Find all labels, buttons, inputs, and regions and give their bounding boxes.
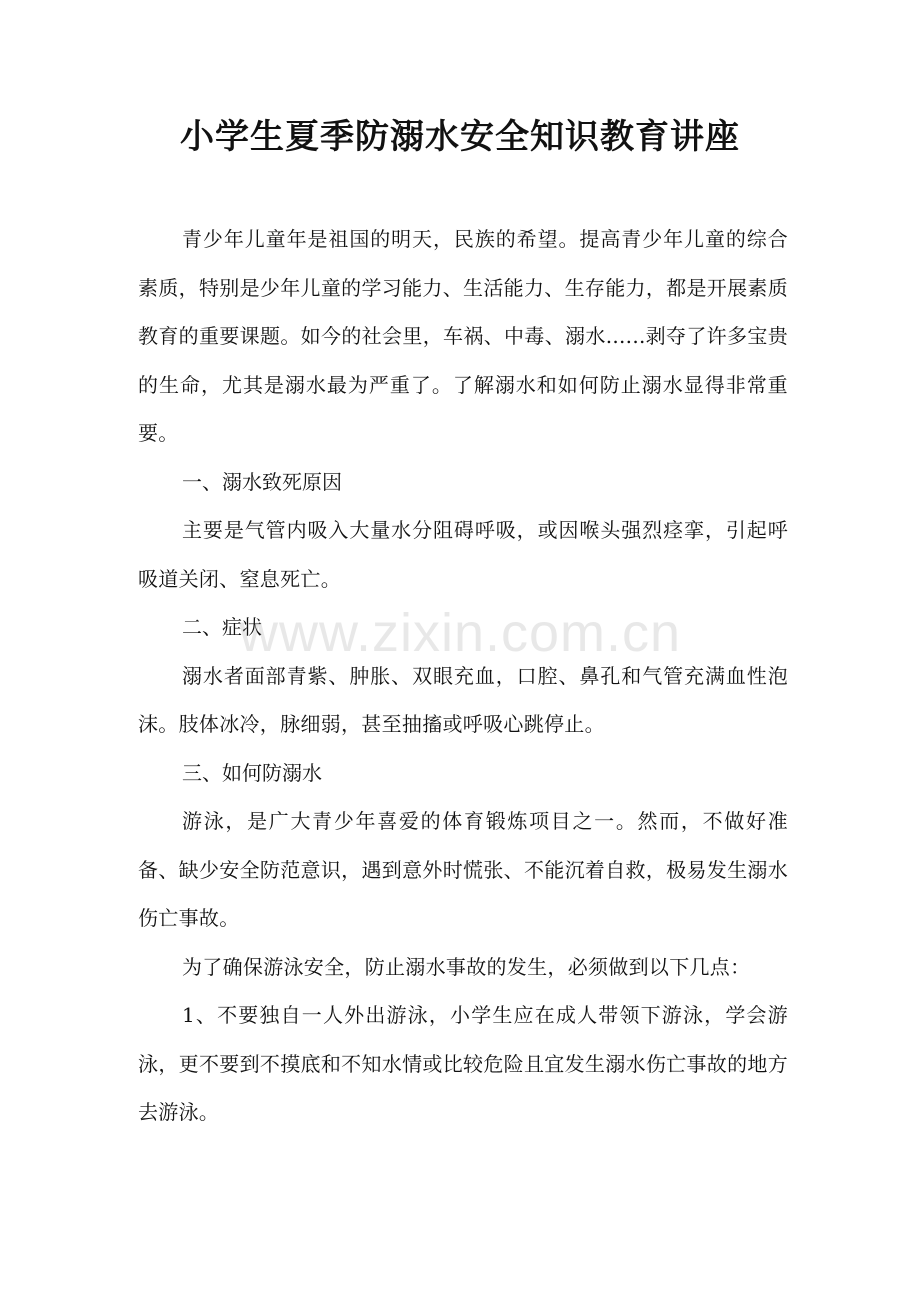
paragraph-prevention-rule-1: 1、不要独自一人外出游泳，小学生应在成人带领下游泳，学会游泳，更不要到不摸底和不知水情或比较危险且宜发生溺水伤亡事故的地方去游泳。 — [138, 1003, 788, 1124]
document-title: 小学生夏季防溺水安全知识教育讲座 — [180, 117, 740, 157]
section-heading-symptoms: 二、症状 — [182, 615, 262, 639]
intro-paragraph: 青少年儿童年是祖国的明天，民族的希望。提高青少年儿童的综合素质，特别是少年儿童的学习能力、生活能力、生存能力，都是开展素质教育的重要课题。如今的社会里，车祸、中毒、溺水......剥夺了许多宝贵的生命，尤其是溺水最为严重了。了解溺水和如何防止溺水显得非常重要。 — [138, 227, 788, 445]
paragraph-prevention-intro: 游泳，是广大青少年喜爱的体育锻炼项目之一。然而，不做好准备、缺少安全防范意识，遇到意外时慌张、不能沉着自救，极易发生溺水伤亡事故。 — [138, 809, 788, 930]
document-body — [138, 215, 788, 1137]
watermark: www.zixin.com.cn — [238, 603, 682, 663]
section-heading-cause: 一、溺水致死原因 — [182, 469, 342, 494]
paragraph-cause: 主要是气管内吸入大量水分阻碍呼吸，或因喉头强烈痉挛，引起呼吸道关闭、窒息死亡。 — [138, 518, 788, 591]
section-heading-prevention: 三、如何防溺水 — [182, 760, 322, 785]
paragraph-symptoms: 溺水者面部青紫、肿胀、双眼充血，口腔、鼻孔和气管充满血性泡沫。肢体冰冷，脉细弱，甚至抽搐或呼吸心跳停止。 — [138, 663, 788, 736]
paragraph-prevention-points: 为了确保游泳安全，防止溺水事故的发生，必须做到以下几点： — [182, 954, 751, 979]
